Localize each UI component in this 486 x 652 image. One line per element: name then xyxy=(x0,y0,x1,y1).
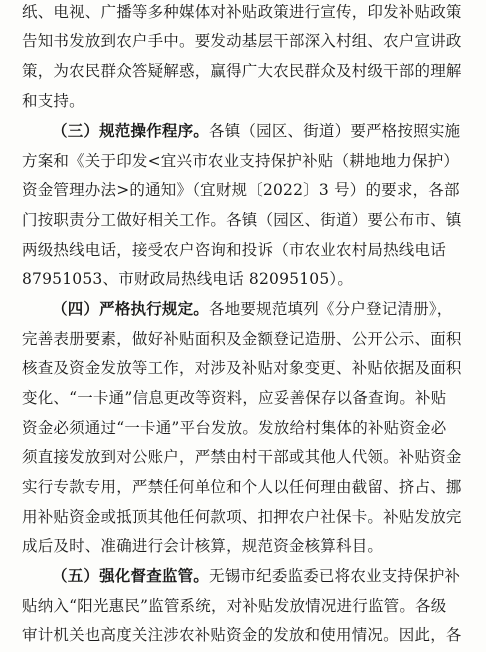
line-text: 门按职责分工做好相关工作。各镇（园区、街道）要公布市、镇 xyxy=(22,211,462,229)
text-line xyxy=(22,180,460,200)
line-text: 贴纳入“阳光惠民”监管系统，对补贴发放情况进行监管。各级 xyxy=(22,597,447,615)
text-line xyxy=(22,61,462,81)
section-three-line xyxy=(52,121,460,141)
text-line xyxy=(22,447,462,467)
line-text: 资金必须通过“一卡通”平台发放。发放给村集体的补贴资金必 xyxy=(22,419,447,437)
text-line xyxy=(22,358,462,378)
line-text: 须直接发放到对公账户，严禁由村干部或其他人代领。补贴资金 xyxy=(22,448,462,466)
text-line xyxy=(22,625,462,645)
line-text: 实行专款专用，严禁任何单位和个人以任何理由截留、挤占、挪 xyxy=(22,478,462,496)
text-line xyxy=(22,31,462,51)
section-four-line xyxy=(52,299,452,319)
text-line xyxy=(22,596,446,616)
text-line xyxy=(22,210,462,230)
text-line xyxy=(22,536,383,556)
section-five-line xyxy=(52,566,460,586)
section-heading: （三）规范操作程序。 xyxy=(52,121,210,140)
line-text: 策，为农民群众答疑解惑，赢得广大农民群众及村级干部的理解 xyxy=(22,62,462,80)
line-text: 变化、“一卡通”信息更改等资料，应妥善保存以备查询。补贴 xyxy=(22,389,447,407)
line-text: 资金管理办法>的通知》（宜财规〔2022〕3 号）的要求，各部 xyxy=(22,181,460,199)
text-line xyxy=(22,507,462,527)
line-text: 成后及时、准确进行会计核算，规范资金核算科目。 xyxy=(22,537,384,555)
text-line xyxy=(22,2,462,22)
line-text: 和支持。 xyxy=(22,92,85,110)
line-text: 各地要规范填列《分户登记清册》， xyxy=(209,300,453,318)
text-line xyxy=(22,151,459,171)
line-text: 各镇（园区、街道）要严格按照实施 xyxy=(209,122,461,140)
section-heading: （五）强化督查监管。 xyxy=(52,566,210,585)
line-text: 无锡市纪委监委已将农业支持保护补 xyxy=(209,567,461,585)
text-line xyxy=(22,477,462,497)
line-text: 87951053、市财政局热线电话 82095105）。 xyxy=(22,270,354,288)
line-text: 两级热线电话，接受农户咨询和投诉（市农业农村局热线电话 xyxy=(22,241,446,259)
text-line xyxy=(22,418,446,438)
line-text: 用补贴资金或抵顶其他任何款项、扣押农户社保卡。补贴发放完 xyxy=(22,508,462,526)
line-text: 完善表册要素，做好补贴面积及金额登记造册、公开公示、面积 xyxy=(22,330,462,348)
text-line xyxy=(22,240,446,260)
text-line xyxy=(22,269,353,289)
line-text: 纸、电视、广播等多种媒体对补贴政策进行宣传，印发补贴政策 xyxy=(22,3,462,21)
line-text: 审计机关也高度关注涉农补贴资金的发放和使用情况。因此，各 xyxy=(22,626,462,644)
line-text: 核查及资金发放等工作，对涉及补贴对象变更、补贴依据及面积 xyxy=(22,359,462,377)
section-heading: （四）严格执行规定。 xyxy=(52,299,210,318)
text-line xyxy=(22,91,85,111)
line-text: 方案和《关于印发<宜兴市农业支持保护补贴（耕地地力保护） xyxy=(22,152,460,170)
text-line xyxy=(22,329,462,349)
text-line xyxy=(22,388,446,408)
line-text: 告知书发放到农户手中。要发动基层干部深入村组、农户宣讲政 xyxy=(22,32,462,50)
